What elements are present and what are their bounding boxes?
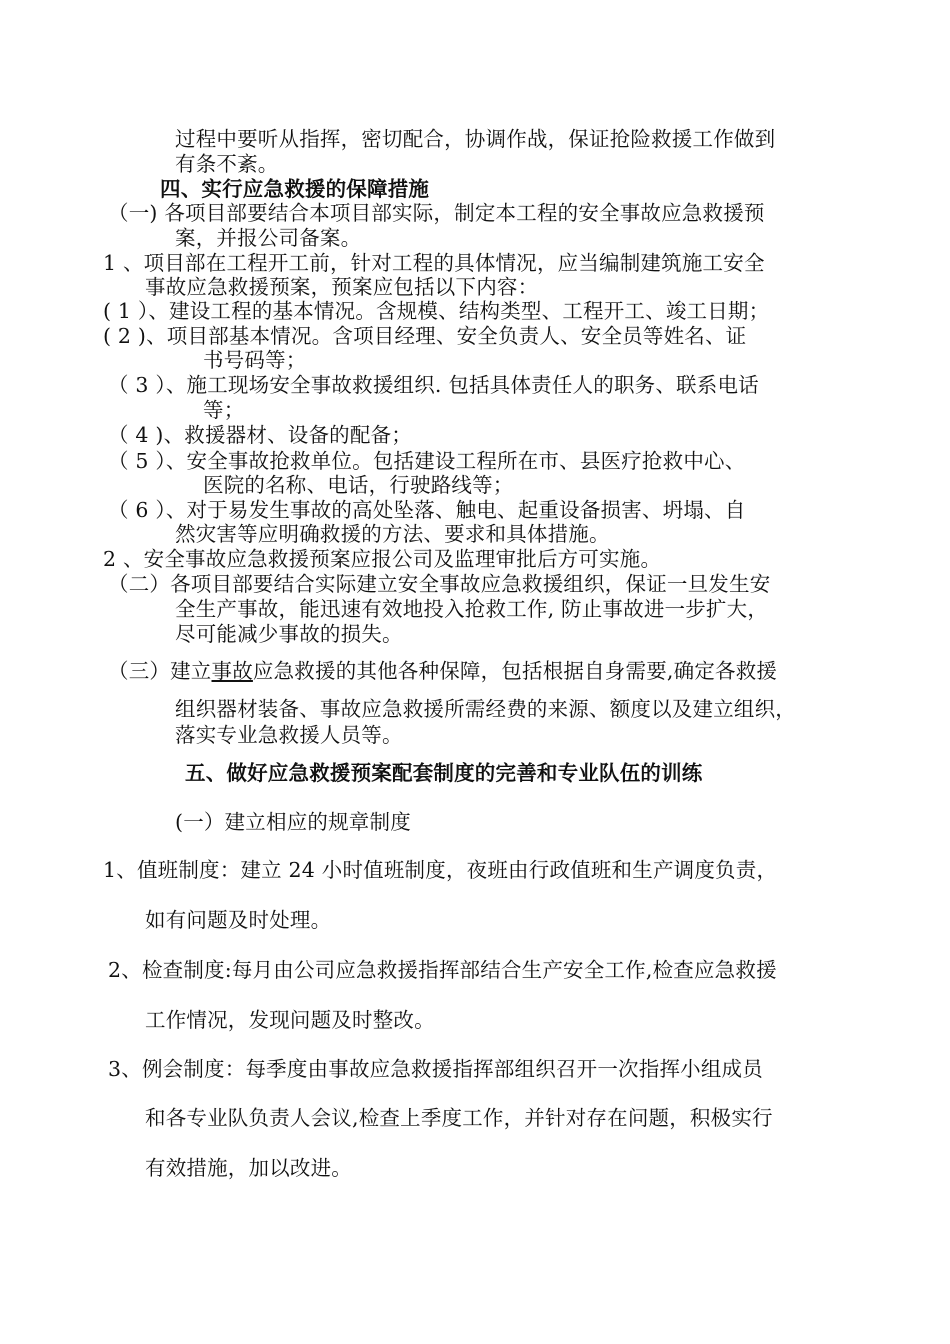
text-line: （ 5 ）、安全事故抢救单位。包括建设工程所在市、县医疗抢救中心、 xyxy=(108,449,746,473)
text-run: 应急救援的其他各种保障，包括根据自身需要,确定各救援 xyxy=(252,659,778,683)
text-line: (一）建立相应的规章制度 xyxy=(175,810,411,834)
text-line: 医院的名称、电话，行驶路线等； xyxy=(203,473,514,497)
text-line: 事故应急救援预案，预案应包括以下内容： xyxy=(145,275,539,299)
text-line xyxy=(108,659,777,683)
text-line: 落实专业急救援人员等。 xyxy=(175,723,403,747)
text-line: 3、例会制度：每季度由事故应急救援指挥部组织召开一次指挥小组成员 xyxy=(108,1057,763,1081)
text-line: （一) 各项目部要结合本项目部实际，制定本工程的安全事故应急救援预 xyxy=(108,201,765,225)
section-heading-5: 五、做好应急救援预案配套制度的完善和专业队伍的训练 xyxy=(185,761,703,785)
text-line: 工作情况，发现问题及时整改。 xyxy=(145,1008,435,1032)
text-line: 尽可能减少事故的损失。 xyxy=(175,622,403,646)
text-line: 有效措施，加以改进。 xyxy=(145,1156,352,1180)
text-line: 1、值班制度：建立 24 小时值班制度，夜班由行政值班和生产调度负责， xyxy=(103,858,778,882)
text-line: （ 6 ）、对于易发生事故的高处坠落、触电、起重设备损害、坍塌、自 xyxy=(108,498,746,522)
text-line: （ 3 ）、施工现场安全事故救援组织. 包括具体责任人的职务、联系电话 xyxy=(108,373,759,397)
text-line: 然灾害等应明确救援的方法、要求和具体措施。 xyxy=(175,522,610,546)
text-line: 和各专业队负责人会议,检查上季度工作，并针对存在问题，积极实行 xyxy=(145,1106,773,1130)
text-line: 过程中要听从指挥，密切配合，协调作战，保证抢险救援工作做到 xyxy=(175,127,776,151)
text-line: 有条不紊。 xyxy=(175,152,279,176)
text-line: 1 、项目部在工程开工前，针对工程的具体情况，应当编制建筑施工安全 xyxy=(103,251,765,275)
text-line: ( 1 ）、建设工程的基本情况。含规模、结构类型、工程开工、竣工日期； xyxy=(103,299,770,323)
text-line: 2 、安全事故应急救援预案应报公司及监理审批后方可实施。 xyxy=(103,547,662,571)
text-line: 如有问题及时处理。 xyxy=(145,908,332,932)
text-run: （三）建立 xyxy=(108,659,212,683)
underlined-text: 事故 xyxy=(211,659,253,683)
text-line: ( 2 )、项目部基本情况。含项目经理、安全负责人、安全员等姓名、证 xyxy=(103,324,747,348)
section-heading-4: 四、实行应急救援的保障措施 xyxy=(160,177,430,201)
text-line: （二）各项目部要结合实际建立安全事故应急救援组织，保证一旦发生安 xyxy=(108,572,771,596)
text-line: 案，并报公司备案。 xyxy=(175,226,362,250)
text-line: （ 4 )、救援器材、设备的配备； xyxy=(108,423,412,447)
text-line: 2、检查制度:每月由公司应急救援指挥部结合生产安全工作,检查应急救援 xyxy=(108,958,777,982)
text-line: 等； xyxy=(203,398,245,422)
text-line: 组织器材装备、事故应急救援所需经费的来源、额度以及建立组织， xyxy=(175,697,796,721)
text-line: 全生产事故，能迅速有效地投入抢救工作, 防止事故进一步扩大， xyxy=(175,597,769,621)
text-line: 书号码等； xyxy=(203,348,307,372)
